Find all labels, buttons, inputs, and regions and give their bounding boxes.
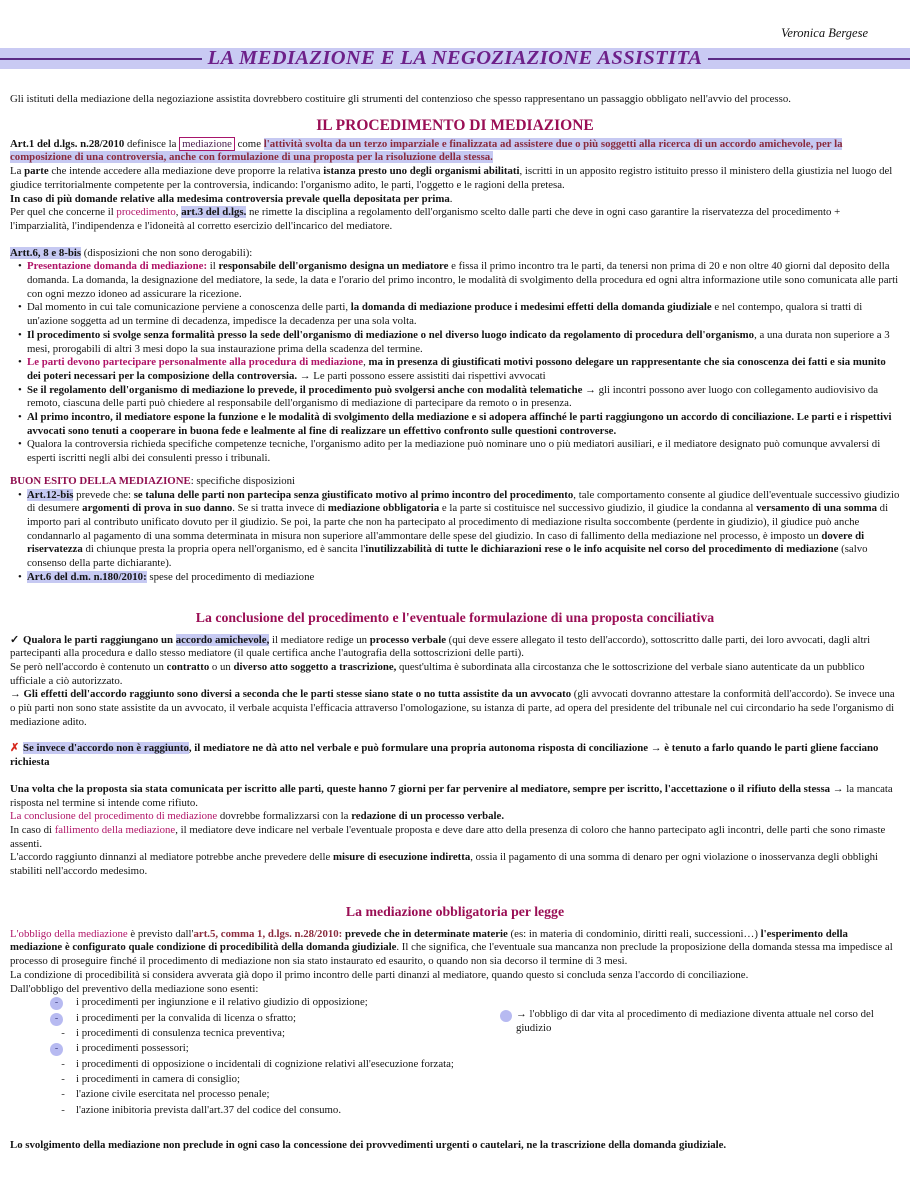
text-segment: procedimento [116,206,176,219]
title-rule-right [708,58,910,60]
bullet-item [10,356,900,383]
bullet-icon: • [18,383,22,396]
text-segment: mediazione obbligatoria [327,502,440,515]
text-segment: Se però nell'accordo è contenuto un [10,660,167,673]
paragraph [10,193,900,207]
spacer [10,770,900,783]
text-segment: l'esperimento della mediazione è configurato quale condizione di procedibilità della domanda giudiziale [10,927,848,954]
bullet-item [10,571,900,585]
bullet-text [27,260,900,301]
bullet-item [10,329,900,356]
text-segment: dovrebbe formalizzarsi con la [217,810,352,823]
text-segment: ne rimette la disciplina a regolamento dell'organismo scelto dalle parti che deve in ogni caso garantire la riservatezza del procedimento + l'imparzialità, l'indipendenza e l'idoneità al corretto esercizio dell'incarico del mediatore. [10,206,841,232]
text-segment: Una volta che la proposta sia stata comunicata per iscritto alle parti, queste hanno 7 giorni per far pervenire al mediatore, sempre per iscritto, l'accettazione o il rifiuto della stessa [10,782,831,795]
list-item-text: i procedimenti di consulenza tecnica preventiva; [76,1027,285,1040]
paragraph [10,969,900,983]
list-item-text: i procedimenti di opposizione o incidentali di cognizione relativi all'esecuzione forzata; [76,1057,454,1070]
text-segment: , tale comportamento consente al giudice dell'eventuale successivo giudizio di desumere [27,488,900,515]
note-circle-icon [500,1010,512,1022]
dash-icon: - [61,1027,65,1040]
text-segment: Art.12-bis [27,488,74,501]
paragraph [10,928,900,969]
list-item-text: i procedimenti in camera di consiglio; [76,1073,241,1086]
text-segment: inutilizzabilità di tutte le dichiarazioni rese o le info acquisite nel corso del procedimento di mediazione [365,543,839,556]
text-segment: Presentazione domanda di mediazione: [27,260,208,273]
text-segment: Qualora la controversia richieda specifiche competenze tecniche, l'organismo adito per la mediazione può nominare uno o più mediatori ausiliari, e il mediatore designato può comunque avvalersi di esperti iscritti negli albi dei consulenti presso i tribunali. [27,438,881,465]
list-item-text: i procedimenti per ingiunzione e il relativo giudizio di opposizione; [76,996,368,1009]
paragraph [10,1139,900,1153]
text-segment: Gli istituti della mediazione della negoziazione assistita dovrebbero costituire gli strumenti del contenzioso che spesso rappresentano un passaggio obbligato nell'avvio del processo. [10,93,791,105]
title-banner [0,48,910,69]
text-segment: Se invece d'accordo non è raggiunto [23,742,189,755]
bullet-icon: • [18,260,22,273]
text-segment: BUON ESITO DELLA MEDIAZIONE [10,474,191,487]
list-item [10,996,500,1010]
exemption-list [10,996,500,1119]
text-segment: ma in presenza di giustificati motivi possono delegare un rappresentante che sia conoscenza dei fatti e sia munito dei poteri necessari per la composizione della controversia. [27,356,886,382]
text-segment: parte [24,165,49,178]
bullet-text [27,438,900,465]
text-segment: La condizione di procedibilità si considera avverata già dopo il primo incontro delle parti dinanzi al mediatore, quando questo si concluda senza l'accordo di conciliazione. [10,968,749,981]
text-segment: (salvo consenso della parte dichiarante). [27,543,868,570]
text-segment: Art.1 del d.lgs. n.28/2010 [10,137,125,150]
text-segment: istanza presto uno degli organismi abilitati [323,165,520,178]
bullet-list [10,489,900,585]
marked-dash-icon: - [50,1013,63,1026]
text-segment: contratto [166,660,210,673]
paragraph [10,93,900,107]
dash-icon: - [61,1057,65,1070]
text-segment: diverso atto soggetto a trascrizione, [233,660,397,673]
dash-icon: - [61,1073,65,1086]
text-segment: (qui deve essere allegato il testo dell'accordo), sottoscritto dalle parti, dei loro avvocati, dagli altri partecipanti alla procedura e dallo stesso mediatore (il quale certifica anche l'autografia della sottoscrizioni delle parti). [10,633,871,660]
text-segment: versamento di una somma [756,502,877,515]
bullet-icon: • [18,356,22,369]
text-segment: dovere di riservatezza [27,529,865,556]
bullet-text [27,489,900,571]
bullet-item [10,411,900,438]
text-segment: responsabile dell'organismo designa un mediatore [218,260,449,273]
bullet-icon: • [18,438,22,451]
text-segment: , il mediatore ne dà atto nel verbale e può formulare una propria autonoma risposta di conciliazione → è tenuto a farlo quando le parti gliene facciano richiesta [10,742,879,769]
paragraph [10,661,900,688]
text-segment: di importo pari al contributo unificato dovuto per il giudizio. Se poi, la parte che non ha partecipato al procedimento di mediazione risulta soccombente (perdente in giudizio), il giudice può anche condannarlo al pagamento di una somma determinata in misura non superiore all'ammontare delle spese del giudizio. In caso di fallimento della mediazione nel processo, è imposto un [27,502,889,542]
marked-dash-icon: - [50,997,63,1010]
text-segment: . [449,192,453,205]
text-segment: , ossia il pagamento di una somma di denaro per ogni violazione o inosservanza degli obblighi stabiliti nell'accordo medesimo. [10,851,879,878]
bullet-item [10,489,900,571]
bullet-icon: • [18,488,22,501]
text-segment: argomenti di prova in suo danno [82,502,233,515]
text-segment: quest'ultima è subordinata alla circostanza che le sottoscrizione del verbale siano autenticate da un pubblico ufficiale a ciò autorizzato. [10,660,865,687]
side-note [500,996,900,1035]
text-segment: processo verbale [369,633,446,646]
list-item [10,1104,500,1118]
text-segment: Per quel che concerne il [10,206,117,219]
text-segment: (es: in materia di condominio, diritti reali, successioni…) [507,927,761,940]
bullet-text [27,384,900,411]
dash-icon: - [61,1103,65,1116]
text-segment: L'accordo raggiunto dinnanzi al mediatore potrebbe anche prevedere delle [10,851,333,864]
paragraph [10,851,900,878]
text-segment: Art.6 del d.m. n.180/2010: [27,570,147,583]
text-segment: Il procedimento si svolge senza formalità presso la sede dell'organismo di mediazione o nel diverso luogo indicato da regolamento di procedura dell'organismo [27,328,755,341]
text-segment: di chiunque presta la propria opera nell'organismo, ed è sancita l' [82,543,366,556]
paragraph [10,206,900,233]
bullet-text [27,571,900,585]
text-segment: art.3 del d.lgs. [181,206,247,219]
text-segment: il mediatore redige un [269,633,370,646]
page-title: LA MEDIAZIONE E LA NEGOZIAZIONE ASSISTITA [207,47,703,69]
text-segment: definisce la [124,137,180,150]
dash-icon: - [61,1088,65,1101]
paragraph [10,165,900,192]
text-segment: . Se si tratta invece di [232,502,328,515]
bullet-item [10,438,900,465]
list-item [10,1073,500,1087]
paragraph [10,783,900,810]
text-segment: spese del procedimento di mediazione [146,570,315,583]
text-segment: . [723,1138,727,1151]
list-item-text: l'azione civile esercitata nel processo penale; [76,1088,270,1101]
side-note-text: → l'obbligo di dar vita al procedimento di mediazione diventa attuale nel corso del giudizio [516,1008,874,1034]
marked-dash-icon: - [50,1043,63,1056]
spacer [10,466,900,475]
text-segment: art.5, comma 1, d.lgs. n.28/2010: [193,927,343,940]
text-segment: , [363,356,369,369]
list-item-text: i procedimenti per la convalida di licenza o sfratto; [76,1011,297,1024]
bullet-item [10,301,900,328]
paragraph [10,742,900,769]
text-segment: In caso di più domande relative alla medesima controversia prevale quella depositata per prima [10,192,450,205]
title-rule-left [0,58,202,60]
text-segment: , [175,206,182,219]
bullet-text [27,301,900,328]
subsection-heading: La mediazione obbligatoria per legge [345,903,565,919]
bullet-item [10,384,900,411]
text-segment: → Le parti possono essere assistiti dai rispettivi avvocati [297,369,546,382]
text-segment: che intende accedere alla mediazione deve proporre la relativa [48,165,324,178]
text-segment: come [234,137,264,150]
bullet-icon: • [18,301,22,314]
text-segment: Le parti devono partecipare personalmente alla procedura di mediazione [27,356,364,369]
paragraph [10,138,900,165]
text-segment: Dall'obbligo del preventivo della mediazione sono esenti: [10,982,259,995]
spacer [10,729,900,742]
spacer [10,1119,900,1139]
paragraph [10,688,900,729]
text-segment: prevede che in determinate materie [344,927,508,940]
paragraph [10,475,900,489]
text-segment: Artt.6, 8 e 8-bis [10,246,82,259]
text-segment: , il mediatore deve indicare nel verbale l'eventuale proposta e deve dare atto della presenza di coloro che hanno partecipato agli incontri, delle parti che sono rimaste assenti. [10,823,886,850]
list-item-text: l'azione inibitoria prevista dall'art.37 del codice del consumo. [76,1103,342,1116]
list-item [10,1027,500,1041]
text-segment: (gli avvocati dovranno attestare la conformità dell'accordo). Se invece una o più parti non sono state assistite da un avvocato, il verbale acquista l'efficacia attraverso l'omologazione, su istanza di parte, ad opera del presidente del tribunale nel cui circondario ha sede l'organismo di mediazione adito. [10,688,895,728]
text-segment: prevede che: [73,488,134,501]
bullet-text [27,329,900,356]
text-segment: se taluna delle parti non partecipa senza giustificato motivo al primo incontro del procedimento [133,488,574,501]
list-item [10,1088,500,1102]
bullet-icon: • [18,411,22,424]
section-heading: IL PROCEDIMENTO DI MEDIAZIONE [316,116,594,134]
text-segment: è previsto dall' [127,927,194,940]
text-segment: L'obbligo della mediazione [10,927,128,940]
text-segment: mediazione [179,137,235,151]
text-segment: l'attività svolta da un terzo imparziale e finalizzata ad assistere due o più soggetti alla ricerca di un accordo amichevole, per la composizione di una controversia, anche con formulazione di una proposta per la risoluzione della stessa. [10,137,843,164]
text-segment: la domanda di mediazione produce i medesimi effetti della domanda giudiziale [350,301,712,314]
list-item-text: i procedimenti possessori; [76,1042,189,1055]
bullet-icon: • [18,328,22,341]
text-segment: , iscritti in un apposito registro istituito presso il ministero della giustizia nel luogo del giudice territorialmente competente per la controversia, indicando: l'organismo adito, le parti, l'oggetto e le ragioni della pretesa. [10,165,893,191]
text-segment: (disposizioni che non sono derogabili): [81,246,253,259]
bullet-icon: • [18,570,22,583]
text-segment: Dal momento in cui tale comunicazione perviene a conoscenza delle parti, [27,301,351,314]
cross-icon: ✗ [10,742,20,755]
text-segment: Al primo incontro, il mediatore espone la funzione e le modalità di svolgimento della mediazione e si adopera affinché le parti raggiungono un accordo di conciliazione. Le parti e i rispettivi avvocati sono tenuti a cooperare in buona fede e lealmente al fine di realizzare un effettivo confronto sulle questioni controverse. [27,411,892,437]
paragraph [10,983,900,997]
check-icon: ✓ [10,633,20,646]
exemption-section [10,996,900,1119]
text-segment: → [10,688,24,701]
paragraph [10,247,900,261]
bullet-item [10,260,900,301]
text-segment: e nel contempo, qualora si tratti di un'azione soggetta ad un termine di decadenza, impedisce la decadenza per una sola volta. [27,301,863,328]
list-item [10,1058,500,1072]
text-segment: , a una durata non superiore a 3 mesi, prorogabili di altri 3 mesi dopo la sua instaurazione prima della scadenza del termine. [27,328,890,355]
text-segment: e fissa il primo incontro tra le parti, da tenersi non prima di 20 e non oltre 40 giorni dal deposito della domanda. La domanda, la designazione del mediatore, la sede, la data e l'orario del primo incontro, le modalità di svolgimento della procedura ed ogni altra informazione utile sono comunicata alle parti con ogni mezzo idoneo ad assicurare la ricezione. [27,260,899,300]
text-segment: La [10,165,25,178]
text-segment: il [207,260,219,273]
text-segment: : specifiche disposizioni [190,474,296,487]
paragraph [10,634,900,661]
bullet-list [10,260,900,466]
text-segment: Lo svolgimento della mediazione non preclude in ogni caso la concessione dei provvedimenti urgenti o cautelari, ne la trascrizione della domanda giudiziale [10,1138,724,1151]
text-segment: . Il che significa, che l'eventuale sua mancanza non preclude la proposizione della domanda stessa ma impedisce al processo di proseguire finché il procedimento di mediazione non sia stato instaurato ed esaurito, o quando non sia decorso il termine di 3 mesi. [10,941,893,968]
text-segment: → la mancata risposta nel termine si intende come rifiuto. [10,782,893,809]
author-name: Veronica Bergese [781,26,868,40]
list-item [10,1042,500,1056]
text-segment: In caso di [10,823,55,836]
text-segment: redazione di un processo verbale. [351,810,505,823]
subsection-heading: La conclusione del procedimento e l'eventuale formulazione di una proposta conciliativa [195,609,715,625]
text-segment: misure di esecuzione indiretta [333,851,471,864]
text-segment: e la parte si costituisce nel successivo giudizio, il giudice la condanna al [439,502,757,515]
spacer [10,234,900,247]
text-segment: → gli incontri possono aver luogo con collegamento audiovisivo da remoto, ciascuna delle parti può chiedere al responsabile dell'organismo di mediazione di partecipare da remoto o in presenza. [27,383,879,410]
text-segment: o un [209,660,234,673]
bullet-text [27,411,900,438]
text-segment: Se il regolamento dell'organismo di mediazione lo prevede, il procedimento può svolgersi anche con modalità telematiche [27,383,583,396]
text-segment: Gli effetti dell'accordo raggiunto sono diversi a seconda che le parti stesse siano state o no tutta assistite da un avvocato [23,688,572,701]
text-segment: La conclusione del procedimento di mediazione [10,810,218,823]
text-segment: fallimento della mediazione [54,823,176,836]
paragraph [10,810,900,824]
paragraph [10,824,900,851]
bullet-text [27,356,900,383]
document-content [10,69,900,1152]
text-segment: Qualora le parti raggiungano un [23,633,176,646]
text-segment: accordo amichevole, [175,633,270,646]
list-item [10,1012,500,1026]
